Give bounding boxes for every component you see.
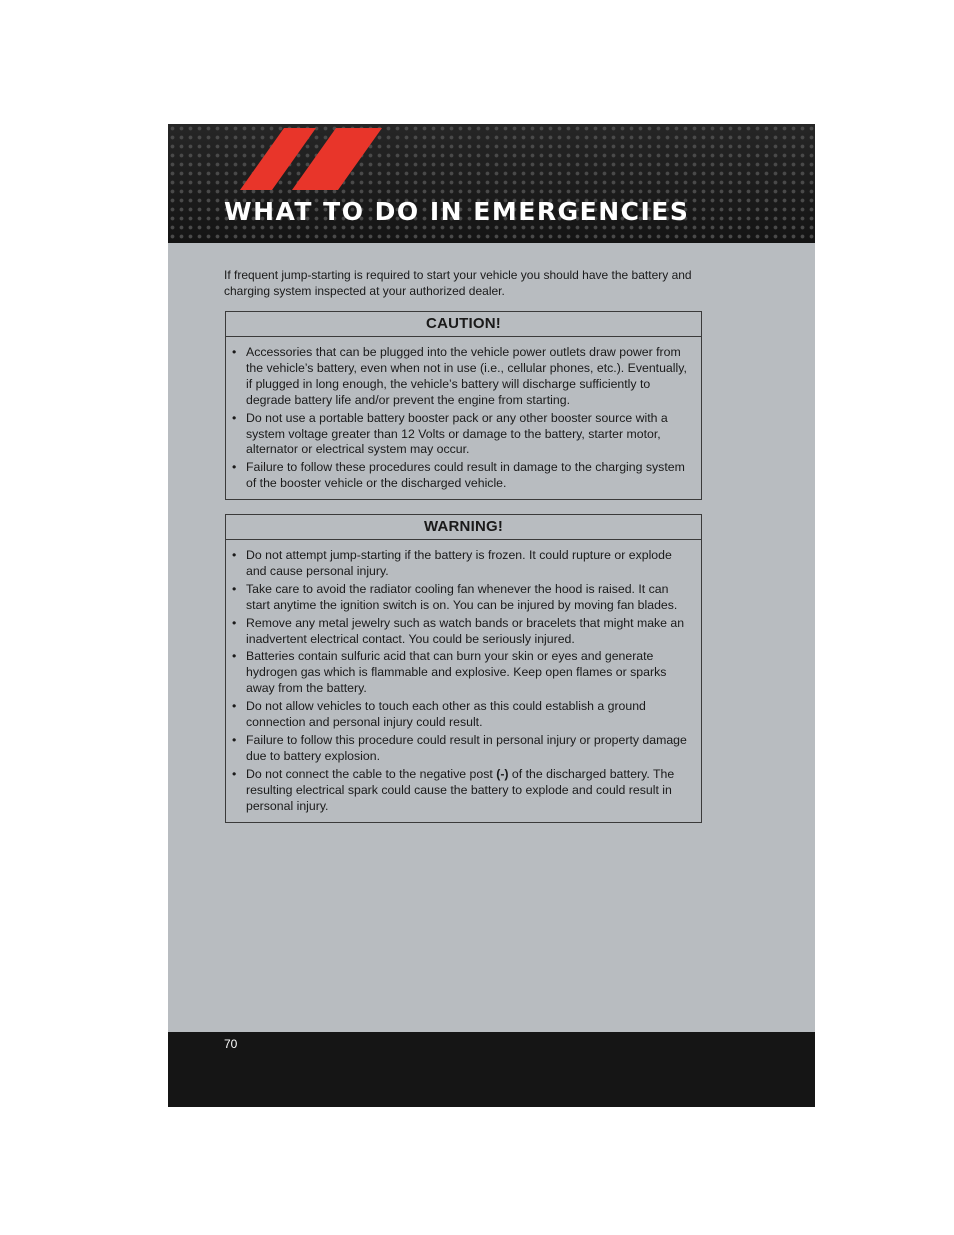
negative-post-symbol: (-): [496, 766, 509, 781]
warning-item: [232, 649, 695, 697]
bullet: •: [232, 581, 237, 596]
section-header: [168, 124, 815, 243]
caution-item: [232, 411, 695, 459]
caution-item-text: Do not use a portable battery booster pack or any other booster source with a system voltage greater than 12 Volts or damage to the battery, starter motor, alternator or electrical system may occur.: [246, 410, 668, 457]
warning-item-text-after: of the discharged battery. The resulting electrical spark could cause the battery to explode and could result in personal injury.: [246, 766, 675, 813]
caution-item: [232, 460, 695, 492]
caution-item-text: Accessories that can be plugged into the vehicle power outlets draw power from the vehicle’s battery, even when not in use (i.e., cellular phones, etc.). Eventually, if plugged in long enough, the vehicle’s battery will discharge sufficiently to degrade battery life and/or prevent the engine from starting.: [246, 345, 687, 407]
brand-stripes-icon: [240, 128, 390, 190]
caution-box: [225, 311, 702, 500]
bullet: •: [232, 410, 237, 425]
warning-item-text: Batteries contain sulfuric acid that can burn your skin or eyes and generate hydrogen gas which is flammable and explosive. Keep open flames or sparks away from the battery.: [246, 649, 667, 696]
caution-item: [232, 345, 695, 409]
warning-list: [226, 540, 701, 822]
caution-item-text: Failure to follow these procedures could result in damage to the charging system of the booster vehicle or the discharged vehicle.: [246, 460, 685, 491]
bullet: •: [232, 548, 237, 562]
warning-item: [232, 767, 695, 815]
page-footer: [168, 1032, 815, 1107]
bullet: •: [232, 649, 237, 664]
warning-item: [232, 733, 695, 765]
warning-item-text: Take care to avoid the radiator cooling fan whenever the hood is raised. It can start anytime the ignition switch is on. You can be injured by moving fan blades.: [246, 581, 678, 612]
intro-paragraph: If frequent jump-starting is required to start your vehicle you should have the battery and charging system inspected at your authorized dealer.: [224, 268, 692, 298]
warning-item-text: Remove any metal jewelry such as watch bands or bracelets that might make an inadvertent electrical contact. You could be seriously injured.: [246, 615, 685, 646]
bullet: •: [232, 460, 237, 475]
bullet: •: [232, 766, 237, 781]
warning-title: WARNING!: [226, 515, 701, 540]
warning-item-text: Do not allow vehicles to touch each other as this could establish a ground connection and personal injury could result.: [246, 699, 646, 730]
caution-list: [226, 337, 701, 499]
warning-item-text-before: Do not connect the cable to the negative post: [246, 766, 497, 781]
page-number: 70: [224, 1037, 238, 1051]
warning-item: [232, 616, 695, 648]
bullet: •: [232, 699, 237, 714]
section-title: WHAT TO DO IN EMERGENCIES: [224, 197, 690, 226]
bullet: •: [232, 732, 237, 747]
warning-item: [232, 582, 695, 614]
warning-item: [232, 699, 695, 731]
warning-item: [232, 548, 695, 580]
manual-page: [168, 124, 815, 1107]
warning-item-text: Do not attempt jump-starting if the battery is frozen. It could rupture or explode and cause personal injury.: [246, 548, 672, 578]
bullet: •: [232, 615, 237, 630]
caution-title: CAUTION!: [226, 312, 701, 337]
bullet: •: [232, 345, 237, 359]
warning-box: [225, 514, 702, 823]
warning-item-text: Failure to follow this procedure could result in personal injury or property damage due to battery explosion.: [246, 732, 687, 763]
